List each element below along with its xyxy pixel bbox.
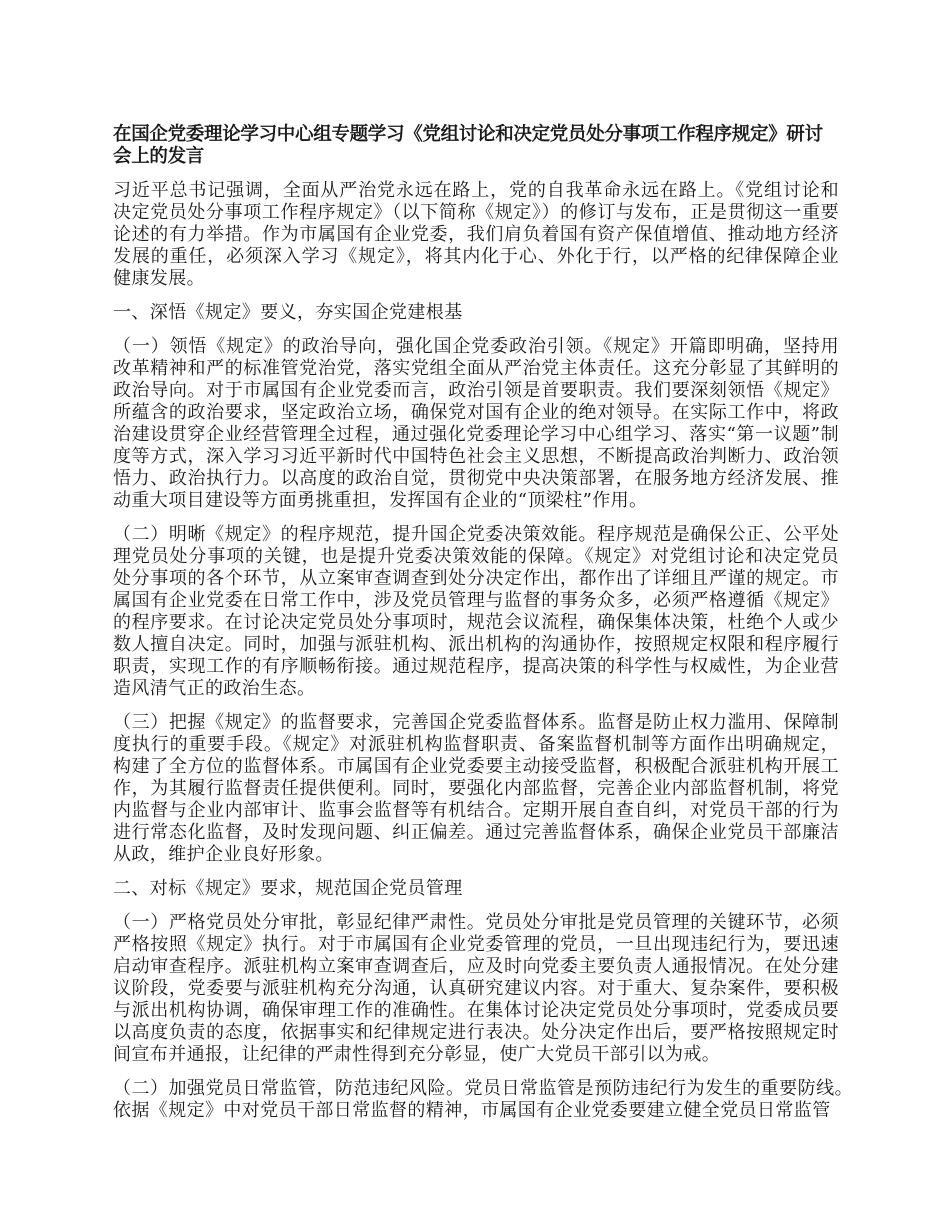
section-heading-2: 二、对标《规定》要求，规范国企党员管理	[113, 878, 463, 899]
document-page	[113, 124, 853, 1134]
section-1-paragraph-1: （一）领悟《规定》的政治导向，强化国企党委政治引领。《规定》开篇即明确，坚持用改革精神和严的标准管党治党，落实党组全面从严治党主体责任。这充分彰显了其鲜明的政治导向。对于市属国有企业党委而言，政治引领是首要职责。我们要深刻领悟《规定》所蕴含的政治要求，坚定政治立场，确保党对国有企业的绝对领导。在实际工作中，将政治建设贯穿企业经营管理全过程，通过强化党委理论学习中心组学习、落实“第一议题”制度等方式，深入学习习近平新时代中国特色社会主义思想，不断提高政治判断力、政治领悟力、政治执行力。以高度的政治自觉，贯彻党中央决策部署，在服务地方经济发展、推动重大项目建设等方面勇挑重担，发挥国有企业的“顶梁柱”作用。	[113, 336, 839, 511]
section-2-paragraph-2: （二）加强党员日常监管，防范违纪风险。党员日常监管是预防违纪行为发生的重要防线。依据《规定》中对党员干部日常监督的精神，市属国有企业党委要建立健全党员日常监管	[113, 1078, 853, 1121]
section-1-paragraph-2: （二）明晰《规定》的程序规范，提升国企党委决策效能。程序规范是确保公正、公平处理党员处分事项的关键，也是提升党委决策效能的保障。《规定》对党组讨论和决定党员处分事项的各个环节，从立案审查调查到处分决定作出，都作出了详细且严谨的规定。市属国有企业党委在日常工作中，涉及党员管理与监督的事务众多，必须严格遵循《规定》的程序要求。在讨论决定党员处分事项时，规范会议流程，确保集体决策，杜绝个人或少数人擅自决定。同时，加强与派驻机构、派出机构的沟通协作，按照规定权限和程序履行职责，实现工作的有序顺畅衔接。通过规范程序，提高决策的科学性与权威性，为企业营造风清气正的政治生态。	[113, 524, 839, 699]
document-title: 在国企党委理论学习中心组专题学习《党组讨论和决定党员处分事项工作程序规定》研讨会上的发言	[113, 124, 823, 167]
section-heading-1: 一、深悟《规定》要义，夯实国企党建根基	[113, 302, 463, 323]
intro-paragraph: 习近平总书记强调，全面从严治党永远在路上，党的自我革命永远在路上。《党组讨论和决定党员处分事项工作程序规定》（以下简称《规定》）的修订与发布，正是贯彻这一重要论述的有力举措。作为市属国有企业党委，我们肩负着国有资产保值增值、推动地方经济发展的重任，必须深入学习《规定》，将其内化于心、外化于行，以严格的纪律保障企业健康发展。	[113, 180, 839, 289]
section-1-paragraph-3: （三）把握《规定》的监督要求，完善国企党委监督体系。监督是防止权力滥用、保障制度执行的重要手段。《规定》对派驻机构监督职责、备案监督机制等方面作出明确规定，构建了全方位的监督体系。市属国有企业党委要主动接受监督，积极配合派驻机构开展工作，为其履行监督责任提供便利。同时，要强化内部监督，完善企业内部监督机制，将党内监督与企业内部审计、监事会监督等有机结合。定期开展自查自纠，对党员干部的行为进行常态化监督，及时发现问题、纠正偏差。通过完善监督体系，确保企业党员干部廉洁从政，维护企业良好形象。	[113, 712, 839, 865]
section-2-paragraph-1: （一）严格党员处分审批，彰显纪律严肃性。党员处分审批是党员管理的关键环节，必须严格按照《规定》执行。对于市属国有企业党委管理的党员，一旦出现违纪行为，要迅速启动审查程序。派驻机构立案审查调查后，应及时向党委主要负责人通报情况。在处分建议阶段，党委要与派驻机构充分沟通，认真研究建议内容。对于重大、复杂案件，要积极与派出机构协调，确保审理工作的准确性。在集体讨论决定党员处分事项时，党委成员要以高度负责的态度，依据事实和纪律规定进行表决。处分决定作出后，要严格按照规定时间宣布并通报，让纪律的严肃性得到充分彰显，使广大党员干部引以为戒。	[113, 912, 839, 1065]
